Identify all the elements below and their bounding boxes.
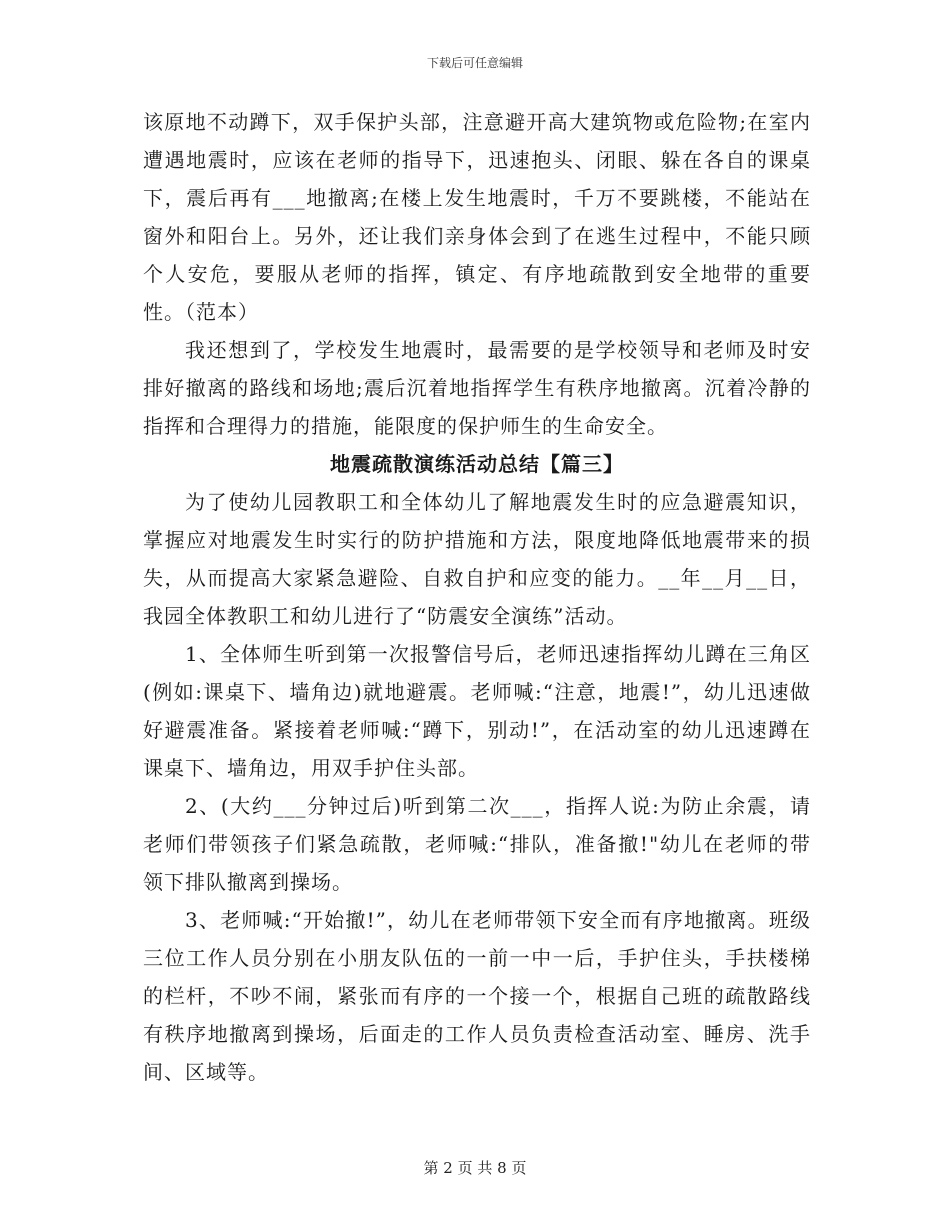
paragraph-reflection: 我还想到了，学校发生地震时，最需要的是学校领导和老师及时安排好撤离的路线和场地;震后沉着地指挥学生有秩序地撤离。沉着冷静的指挥和合理得力的措施，能限度的保护师生的生命安全。	[143, 338, 811, 438]
paragraph-continued: 该原地不动蹲下，双手保护头部，注意避开高大建筑物或危险物;在室内遭遇地震时，应该在老师的指导下，迅速抱头、闭眼、躲在各自的课桌下，震后再有___地撤离;在楼上发生地震时，千万不要跳楼，不能站在窗外和阳台上。另外，还让我们亲身体会到了在逃生过程中，不能只顾个人安危，要服从老师的指挥，镇定、有序地疏散到安全地带的重要性。（范本）	[143, 110, 811, 324]
step-1-paragraph: 1、全体师生听到第一次报警信号后，老师迅速指挥幼儿蹲在三角区(例如:课桌下、墙角边)就地避震。老师喊:“注意，地震!”，幼儿迅速做好避震准备。紧接着老师喊:“蹲下，别动!”，在活动室的幼儿迅速蹲在课桌下、墙角边，用双手护住头部。	[143, 642, 811, 780]
page-header-note: 下载后可任意编辑	[426, 56, 523, 70]
page-number: 第 2 页 共 8 页	[423, 1159, 527, 1177]
section-title: 地震疏散演练活动总结【篇三】	[330, 452, 624, 476]
section-intro-paragraph: 为了使幼儿园教职工和全体幼儿了解地震发生时的应急避震知识，掌握应对地震发生时实行的防护措施和方法，限度地降低地震带来的损失，从而提高大家紧急避险、自救自护和应变的能力。__年__月__日，我园全体教职工和幼儿进行了“防震安全演练”活动。	[143, 490, 811, 628]
document-body	[143, 103, 811, 1091]
step-3-paragraph: 3、老师喊:“开始撤!”，幼儿在老师带领下安全而有序地撤离。班级三位工作人员分别在小朋友队伍的一前一中一后，手护住头，手扶楼梯的栏杆，不吵不闹，紧张而有序的一个接一个，根据自己班的疏散路线有秩序地撤离到操场，后面走的工作人员负责检查活动室、睡房、洗手间、区域等。	[143, 908, 811, 1084]
step-2-paragraph: 2、(大约___分钟过后)听到第二次___，指挥人说:为防止余震，请老师们带领孩子们紧急疏散，老师喊:“排队，准备撤!"幼儿在老师的带领下排队撤离到操场。	[143, 794, 811, 894]
